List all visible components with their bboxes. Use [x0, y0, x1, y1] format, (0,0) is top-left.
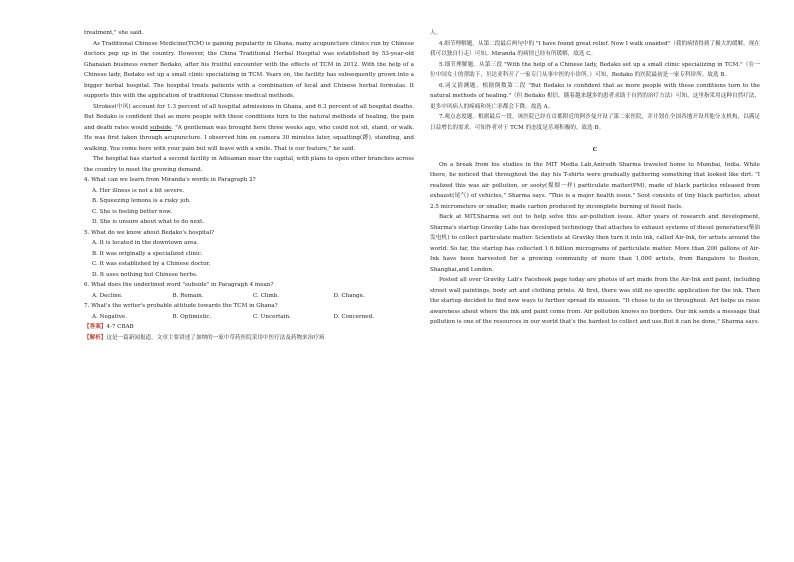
analysis-line [84, 333, 414, 344]
question-stem: 6. What does the underlined word "subside" in Paragraph 4 mean? [84, 282, 274, 288]
paragraph: 人。 [430, 30, 442, 36]
text-run: . "A gentleman was brought here three weeks ago, who could not sit, stand, or walk. He was first taken through acupuncture. I observed him on camera 30 minutes later, squatting(蹲), standing, and walking. You come here with your pain but will leave with a smile. That is our feature," he said. [84, 124, 414, 152]
explanation-item: 4.细节理解题。从第二段最后两句中的 "I have found great relief. Now I walk unaided"（我的病情得到了极大的缓解。现在我可以独自行走）可知，Miranda 的病情已经有所缓解，故选 C。 [430, 40, 760, 57]
spacer [430, 133, 760, 139]
explanation-item: 7.观点态度题。根据最后一段，该医院已经在首都附近的阿沙曼开设了第二家医院，并计划在全国各地开设其他分支机构，以满足日益增长的需求。可知作者对于 TCM 的态度是乐观积极的，故选 B。 [430, 114, 760, 131]
answer-option: A. It is located in the downtown area. [92, 240, 199, 246]
answer-option: A. Decline. [92, 292, 123, 299]
explanation-item: 6.词义猜测题。根据倒数第二段 "But Bedako is confident that as more people with these conditions turn to the natural methods of healing."（但 Bedako 相信，随着越来越多的患者求助于自然的治疗方法）可知，这里指采用这种自然疗法，更多中风病人的疼痛和死亡率都会下降。故选 A。 [430, 82, 760, 110]
right-column [430, 28, 760, 328]
analysis-tag: 【解析】 [84, 334, 107, 341]
answer-option-row [84, 312, 414, 323]
answer-option: C. Uncertain. [253, 313, 291, 320]
paragraph: treatment," she said. [84, 30, 144, 36]
answer-option: C. She is feeling better now. [92, 208, 172, 215]
underlined-word: subside [149, 124, 172, 131]
answer-option: B. Optimistic. [172, 313, 212, 320]
answer-option: D. Change. [333, 292, 365, 299]
answer-option: D. It uses nothing but Chinese herbs. [92, 271, 198, 278]
text-run: Strokes(中风) account for 1.3 percent of all hospital admissions in Ghana, and 6.3 percent of all hospital deaths. But Bedako is confident that as more people with these conditions turn to the natural methods of healing, the pain and death rates would [84, 103, 414, 131]
paragraph: Back at MIT,Sharma set out to help solve this air-pollution issue. After years of research and development, Sharma's startup Graviky Labs has developed technology that attaches to exhaust systems of diesel generators(柴油发电机) to collect particulate matter. Scientists at Graviky then turn it into ink, called Air-Ink, for artists around the world. So far, the startup has collected 1.6 billion micrograms of particulate matter. More than 200 gallons of Air-Ink have been harvested for a growing community of more than 1,000 artists, from Bangalore to Boston, Shanghai,and London. [430, 214, 760, 273]
explanation-item: 5.细节理解题。从第三段 "With the help of a Chinese lady, Bedako set up a small clinic specializing in TCM."（在一位中国女士的帮助下，贝达亚科开了一家专门从事中医的小诊所。）可知，Bedako 的医院最初是一家专科诊所。故选 B。 [430, 61, 760, 78]
left-column [84, 28, 414, 343]
answer-value: 4-7 CBAB [106, 324, 134, 330]
question-stem: 7. What's the writer's probable attitude towards the TCM in Ghana? [84, 303, 278, 309]
paragraph: Posted all over Graviky Lab's Facebook page today are photos of art made from the Air-Ink and paint, including street wall paintings, body art and clothing prints. At first, there was still no specific application for the ink. Then the startup decided to find new ways to further spread its mission. "It chose to do so throughout. Art helps us raise awareness about where the ink and paint come from. Air pollution knows no borders. Our ink sends a message that pollution is one of the resources in our world that's the hardest to collect and use.But it can be done," Sharma says. [430, 277, 760, 325]
answer-option: B. Remain. [172, 292, 204, 299]
answer-option: D. She is unsure about what to do next. [92, 219, 205, 225]
question-stem: 4. What can we learn from Miranda's words in Paragraph 2? [84, 177, 256, 183]
answer-option-row [84, 291, 414, 302]
paragraph: On a break from his studies in the MIT Media Lab,Anirudh Sharma traveled home to Mumbai, India. While there, he noticed that throughout the day his T-shirts were gradually gathering something that looked like dirt. "I realized this was air pollution, or sooty(煤烟一样) particulate matter(PM), made of black particles released from exhaust(尾气) of vehicles," Sharma says. "This is a major health issue." Soot consists of tiny black particles, about 2.5 micrometers or smaller, made carbon produced by incomplete burning of fossil fuels. [430, 161, 760, 210]
answer-option: A. Negative. [92, 313, 128, 320]
answer-option: B. It was originally a specialized clinic. [92, 250, 203, 257]
paragraph: The hospital has started a second facility in Adisaman near the capital, with plans to open other branches across the country to meet the growing demand. [84, 156, 414, 173]
answer-tag: 【答案】 [84, 324, 107, 330]
answer-option: C. It was established by a Chinese doctor. [92, 261, 211, 267]
analysis-text: 这是一篇新闻报道。文章主要讲述了加纳的一家中草药医院采用中医疗法及药物来治疗病 [106, 334, 325, 341]
paragraph: As Traditional Chinese Medicine(TCM) is gaining popularity in Ghana, many acupuncture clinics run by Chinese doctors pop up in the country. However, the China Traditional Herbal Hospital was established by 53-year-old Ghanaian business owner Bedako, after his fruitful encounter with the effects of TCM in 2012. With the help of a Chinese lady, Bedako set up a small clinic specializing in TCM. Years on, the facility has subsequently grown into a bigger herbal hospital. The hospital treats patients with a combination of local and Chinese herbal formulas. It supports this with the application of traditional Chinese medical methods. [84, 40, 414, 99]
question-stem: 5. What do we know about Bedako's hospital? [84, 229, 215, 236]
answer-line [84, 322, 414, 333]
section-heading: C [592, 147, 598, 153]
paragraph [84, 102, 414, 155]
answer-option: A. Her illness is not a bit severe. [92, 187, 185, 194]
answer-option: B. Squeezing lemons is a risky job. [92, 198, 191, 204]
answer-option: D. Concerned. [333, 313, 374, 320]
answer-option: C. Climb. [253, 292, 280, 299]
